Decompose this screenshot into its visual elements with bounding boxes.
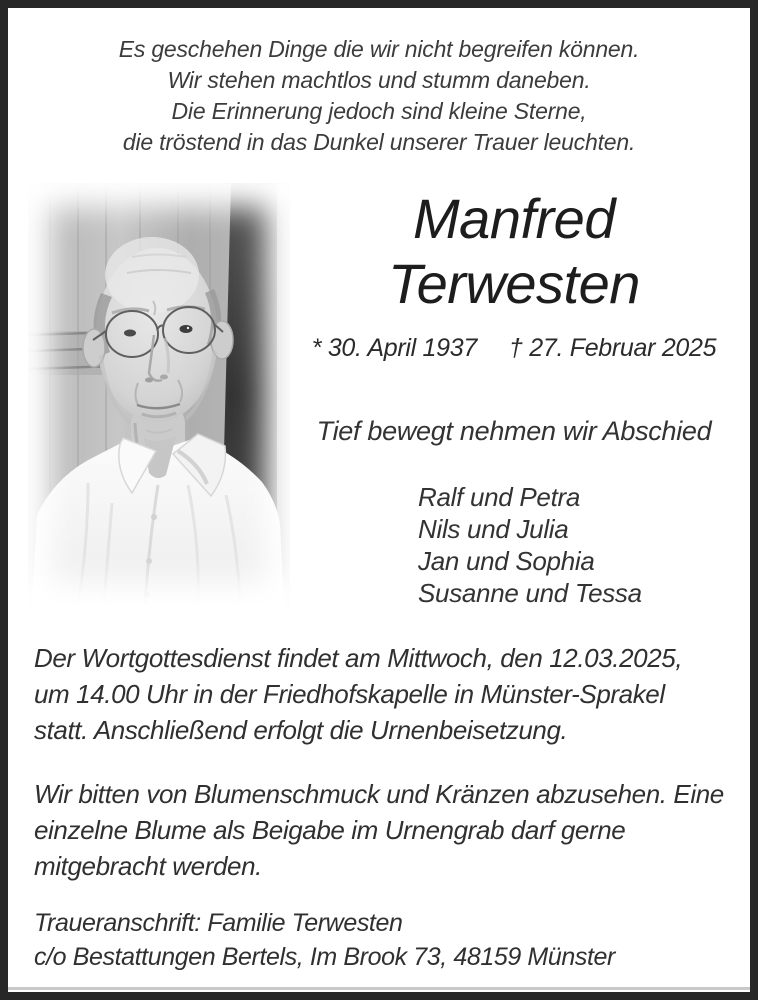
mourners-list [418, 481, 642, 609]
epigraph-poem [8, 34, 750, 158]
mourner-name: Nils und Julia [418, 514, 569, 544]
service-line: Der Wortgottesdienst findet am Mittwoch, den 12.03.2025, [34, 643, 683, 673]
flowers-line: Wir bitten von Blumenschmuck und Kränzen abzusehen. Eine [34, 779, 724, 809]
mourner-name: Jan und Sophia [418, 546, 595, 576]
life-dates [304, 334, 724, 363]
flowers-request [34, 776, 724, 884]
scan-artifact-line [8, 987, 750, 990]
deceased-first-name: Manfred [413, 187, 615, 250]
death-date: † 27. Februar 2025 [508, 334, 717, 362]
epigraph-line: Die Erinnerung jedoch sind kleine Sterne, [171, 98, 587, 124]
birth-date: * 30. April 1937 [311, 334, 477, 362]
mourner-name: Ralf und Petra [418, 482, 581, 512]
mourner-name: Susanne und Tessa [418, 578, 642, 608]
farewell-line: Tief bewegt nehmen wir Abschied [316, 416, 712, 446]
deceased-last-name: Terwesten [388, 252, 640, 315]
flowers-line: mitgebracht werden. [34, 851, 262, 881]
photo-vignette [28, 183, 290, 605]
deceased-portrait-photo [28, 183, 290, 605]
epigraph-line: die tröstend in das Dunkel unserer Trauer leuchten. [122, 129, 636, 155]
epigraph-line: Es geschehen Dinge die wir nicht begreifen können. [118, 36, 640, 62]
address-line: c/o Bestattungen Bertels, Im Brook 73, 48159 Münster [34, 943, 615, 971]
deceased-name [304, 186, 724, 316]
address-line: Traueranschrift: Familie Terwesten [34, 909, 403, 937]
flowers-line: einzelne Blume als Beigabe im Urnengrab darf gerne [34, 815, 626, 845]
service-line: um 14.00 Uhr in der Friedhofskapelle in Münster-Sprakel [34, 679, 665, 709]
epigraph-line: Wir stehen machtlos und stumm daneben. [167, 67, 591, 93]
service-line: statt. Anschließend erfolgt die Urnenbeisetzung. [34, 715, 568, 745]
service-details [34, 640, 682, 748]
condolence-address [34, 906, 615, 974]
